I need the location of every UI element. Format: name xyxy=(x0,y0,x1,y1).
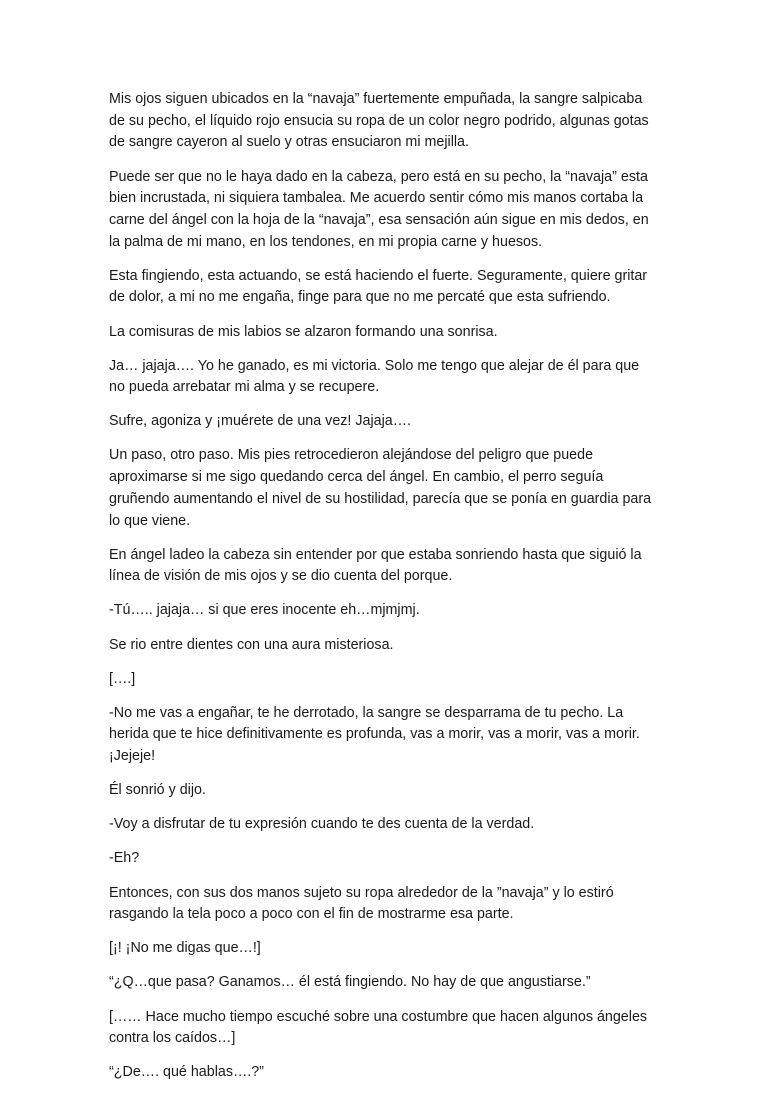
paragraph: [¡! ¡No me digas que…!] xyxy=(109,940,261,957)
paragraph: Puede ser que no le haya dado en la cabeza, pero está en su pecho, la “navaja” esta bien incrustada, ni siquiera tambalea. Me acuerdo sentir cómo mis manos cortaba la carne del ángel con la hoja de la “navaja”, esa sensación aún sigue en mis dedos, en la palma de mi mano, en los tendones, en mi propia carne y huesos. xyxy=(109,168,649,250)
paragraph: Él sonrió y dijo. xyxy=(109,782,206,799)
paragraph: Sufre, agoniza y ¡muérete de una vez! Jajaja…. xyxy=(109,413,411,430)
paragraph: Entonces, con sus dos manos sujeto su ropa alrededor de la ”navaja” y lo estiró rasgando la tela poco a poco con el fin de mostrarme esa parte. xyxy=(109,884,614,923)
paragraph: -Tú….. jajaja… si que eres inocente eh…mjmjmj. xyxy=(109,602,420,619)
paragraph: En ángel ladeo la cabeza sin entender por que estaba sonriendo hasta que siguió la línea de visión de mis ojos y se dio cuenta del porque. xyxy=(109,546,642,585)
paragraph: Un paso, otro paso. Mis pies retrocedieron alejándose del peligro que puede aproximarse si me sigo quedando cerca del ángel. En cambio, el perro seguía gruñendo aumentando el nivel de su hostilidad, parecía que se ponía en guardia para lo que viene. xyxy=(109,447,652,529)
paragraph: [….] xyxy=(109,670,136,687)
paragraph: “¿Q…que pasa? Ganamos… él está fingiendo. No hay de que angustiarse.” xyxy=(109,974,591,991)
paragraph: Mis ojos siguen ubicados en la “navaja” fuertemente empuñada, la sangre salpicaba de su pecho, el líquido rojo ensucia su ropa de un color negro podrido, algunas gotas de sangre cayeron al suelo y otras ensuciaron mi mejilla. xyxy=(109,91,649,151)
paragraph: La comisuras de mis labios se alzaron formando una sonrisa. xyxy=(109,323,498,340)
paragraph: “¿De…. qué hablas….?” xyxy=(109,1064,264,1081)
paragraph: -Eh? xyxy=(109,850,140,867)
document-body xyxy=(109,89,657,1096)
paragraph: -No me vas a engañar, te he derrotado, la sangre se desparrama de tu pecho. La herida que te hice definitivamente es profunda, vas a morir, vas a morir, vas a morir. ¡Jejeje! xyxy=(109,704,640,765)
paragraph: Esta fingiendo, esta actuando, se está haciendo el fuerte. Seguramente, quiere gritar de dolor, a mi no me engaña, finge para que no me percaté que esta sufriendo. xyxy=(109,267,648,306)
paragraph: […… Hace mucho tiempo escuché sobre una costumbre que hacen algunos ángeles contra los caídos…] xyxy=(109,1008,648,1047)
paragraph: -Voy a disfrutar de tu expresión cuando te des cuenta de la verdad. xyxy=(109,816,535,833)
paragraph: Se rio entre dientes con una aura misteriosa. xyxy=(109,636,394,653)
paragraph: Ja… jajaja…. Yo he ganado, es mi victoria. Solo me tengo que alejar de él para que no pueda arrebatar mi alma y se recupere. xyxy=(109,357,640,396)
